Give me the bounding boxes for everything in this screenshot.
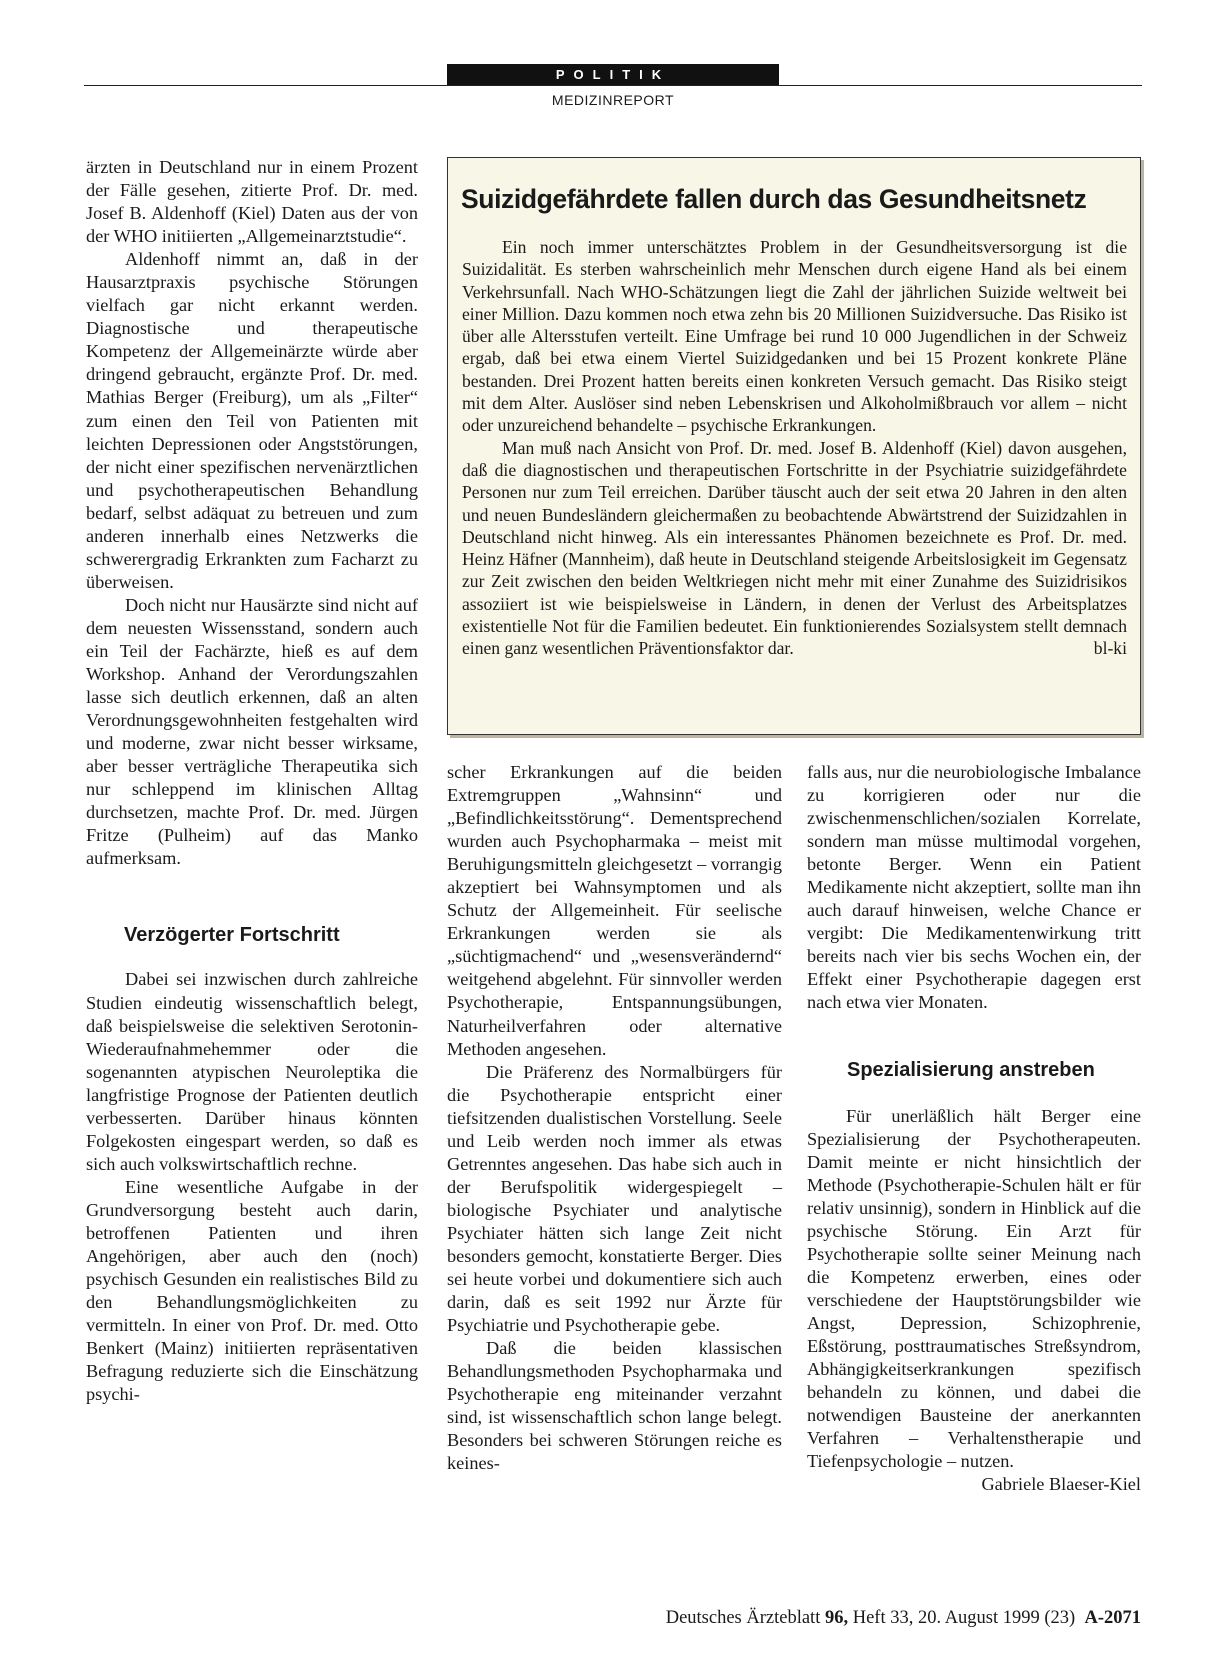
article-column-3 <box>807 761 1141 1496</box>
paragraph: Dabei sei inzwischen durch zahlreiche Studien eindeutig wissenschaftlich belegt, daß beispielsweise die selektiven Serotonin-Wiederaufnahmehemmer oder die sogenannten atypischen Neuroleptika die langfristige Prognose der Patienten deutlich verbesserten. Darüber hinaus könnten Folgekosten eingespart werden, so daß es sich auch volkswirtschaftlich rechne. <box>86 969 418 1174</box>
paragraph: Die Präferenz des Normalbürgers für die Psychotherapie entspricht einer tiefsitzenden dualistischen Vorstellung. Seele und Leib werden noch immer als etwas Getrenntes angesehen. Das habe sich auch in der Berufspolitik widergespiegelt – biologische Psychiater und analytische Psychiater hätten sich lange Zeit nicht besonders gemocht, konstatierte Berger. Dies sei heute vorbei und dokumentiere sich auch darin, daß es seit 1992 nur Ärzte für Psychiatrie und Psychotherapie gebe. <box>447 1061 782 1336</box>
journal-name: Deutsches Ärzteblatt <box>665 1608 821 1628</box>
paragraph: scher Erkrankungen auf die beiden Extremgruppen „Wahnsinn“ und „Befindlichkeitsstörung“. Dementsprechend wurden auch Psychopharmaka – meist mit Beruhigungsmitteln gleichgesetzt – vorrangig akzeptiert bei Wahnsymptomen und als Schutz der Allgemeinheit. Für seelische Erkrankungen werden sie als „süchtigmachend“ und „wesensverändernd“ weitgehend abgelehnt. Für sinnvoller werden Psychotherapie, Entspannungsübungen, Naturheilverfahren oder alternative Methoden angesehen. <box>447 762 782 1059</box>
box-paragraph: Ein noch immer unterschätztes Problem in der Gesundheitsversorgung ist die Suizidalität. Es sterben wahrscheinlich mehr Menschen durch eigene Hand als bei einem Verkehrsunfall. Nach WHO-Schätzungen liegt die Zahl der jährlichen Suizide weltweit bei einer Million. Dazu kommen noch etwa zehn bis 20 Millionen Suizidversuche. Das Risiko ist über alle Altersstufen verteilt. Eine Umfrage bei rund 10 000 Jugendlichen in der Schweiz ergab, daß bei etwa einem Viertel Suizidgedanken und bei 15 Prozent konkrete Pläne bestanden. Drei Prozent hatten bereits einen konkreten Versuch gemacht. Das Risiko steigt mit dem Alter. Auslöser sind neben Lebenskrisen und Alkoholmißbrauch vor allem – nicht oder unzureichend behandelte – psychische Erkrankungen. <box>462 237 1127 436</box>
paragraph: Doch nicht nur Hausärzte sind nicht auf dem neuesten Wissensstand, sondern auch ein Teil der Fachärzte, hieß es auf dem Workshop. Anhand der Verordungszahlen lasse sich deutlich erkennen, daß an alten Verordnungsgewohnheiten festgehalten wird und moderne, zwar nicht besser wirksame, aber besser verträgliche Therapeutika sich nur schleppend im klinischen Alltag durchsetzen, machte Prof. Dr. med. Jürgen Fritze (Pulheim) auf das Manko aufmerksam. <box>86 594 418 869</box>
paragraph: falls aus, nur die neurobiologische Imbalance zu korrigieren oder nur die zwischenmenschlichen/sozialen Korrelate, sondern man müsse multimodal vorgehen, betonte Berger. Wenn ein Patient Medikamente nicht akzeptiert, sollte man ihn auch darauf hinweisen, welche Chance er vergibt: Die Medikamentenwirkung tritt bereits nach vier bis sechs Wochen ein, der Effekt einer Psychotherapie dagegen erst nach etwa vier Monaten. <box>807 762 1141 1013</box>
author-name: Gabriele Blaeser-Kiel <box>981 1474 1141 1495</box>
paragraph: Aldenhoff nimmt an, daß in der Hausarztpraxis psychische Störungen vielfach gar nicht erkannt werden. Diagnostische und therapeutische Kompetenz der Allgemeinärzte würde aber dringend gebraucht, ergänzte Prof. Dr. med. Mathias Berger (Freiburg), um als „Filter“ zum einen den Teil von Patienten mit leichten Depressionen oder Angststörungen, der nicht einer spezifischen nervenärztlichen und psychotherapeutischen Behandlung bedarf, selbst adäquat zu betreuen und zum anderen innerhalb eines Netzwerks die schwerergradig Erkrankten zum Facharzt zu überweisen. <box>86 249 418 592</box>
paragraph: ärzten in Deutschland nur in einem Prozent der Fälle gesehen, zitierte Prof. Dr. med. Josef B. Aldenhoff (Kiel) Daten aus der von der WHO initiierten „Allgemeinarztstudie“. <box>86 157 418 247</box>
info-box <box>447 157 1141 735</box>
paragraph-text: Für unerläßlich hält Berger eine Spezialisierung der Psychotherapeuten. Damit meinte er nicht hinsichtlich der Methode (Psychotherapie-Schulen hält er für relativ unsinnig), sondern in Hinblick auf die psychische Störung. Ein Arzt für Psychotherapie sollte seiner Meinung nach die Kompetenz erwerben, eines oder verschiedene der Hauptstörungsbilder wie Angst, Depression, Schizophrenie, Eßstörung, posttraumatisches Streßsyndrom, Abhängigkeitserkrankungen spezifisch behandeln zu können, und dabei die notwendigen Bausteine der anerkannten Verfahren – Verhaltenstherapie und Tiefenpsychologie – nutzen. <box>807 1105 1141 1472</box>
box-text <box>462 236 1127 660</box>
page-number: A-2071 <box>1084 1608 1141 1628</box>
paragraph <box>807 1105 1141 1495</box>
paragraph: Daß die beiden klassischen Behandlungsmethoden Psychopharmaka und Psychotherapie eng miteinander verzahnt sind, ist wissenschaftlich schon lange belegt. Besonders bei schweren Störungen reiche es keines- <box>447 1338 782 1474</box>
box-signature: bl-ki <box>1093 638 1127 659</box>
box-title: Suizidgefährdete fallen durch das Gesundheitsnetz <box>461 184 1087 214</box>
article-column-2 <box>447 761 782 1475</box>
page-footer <box>600 1608 1141 1629</box>
volume-number: 96, <box>824 1608 849 1628</box>
box-paragraph <box>462 437 1127 660</box>
box-paragraph-text: Man muß nach Ansicht von Prof. Dr. med. Josef B. Aldenhoff (Kiel) davon ausgehen, daß die diagnostischen und therapeutischen Fortschritte in der Psychiatrie suizidgefährdete Personen nur zum Teil erreichen. Darüber täuscht auch der seit etwa 20 Jahren in den alten und neuen Bundesländern gleichermaßen zu beobachtende Abwärtstrend der Suizidzahlen in Deutschland nicht hinweg. Als ein interessantes Phänomen bezeichnete es Prof. Dr. med. Heinz Häfner (Mannheim), daß heute in Deutschland steigende Arbeitslosigkeit im Gegensatz zur Zeit zwischen den beiden Weltkriegen nicht mehr mit einer Zunahme des Suizidrisikos assoziiert ist wie beispielsweise in Ländern, in denen der Verlust des Arbeitsplatzes existentielle Not für die Familien bedeutet. Ein funktionierendes Sozialsystem stellt demnach einen ganz wesentlichen Präventionsfaktor dar. <box>462 437 1127 659</box>
subheading: Verzögerter Fortschritt <box>124 924 340 947</box>
section-label: POLITIK <box>447 64 779 85</box>
paragraph: Eine wesentliche Aufgabe in der Grundversorgung besteht auch darin, betroffenen Patienten und ihren Angehörigen, aber auch den (noch) psychisch Gesunden ein realistisches Bild zu den Behandlungsmöglichkeiten zu vermitteln. In einer von Prof. Dr. med. Otto Benkert (Mainz) initiierten repräsentativen Befragung reduzierte sich die Einschätzung psychi- <box>86 1176 418 1405</box>
subheading: Spezialisierung anstreben <box>847 1058 1095 1081</box>
article-column-1 <box>86 156 418 1406</box>
header-rule <box>84 85 1142 86</box>
subsection-label: MEDIZINREPORT <box>551 92 675 108</box>
issue-info: Heft 33, 20. August 1999 (23) <box>852 1608 1076 1628</box>
